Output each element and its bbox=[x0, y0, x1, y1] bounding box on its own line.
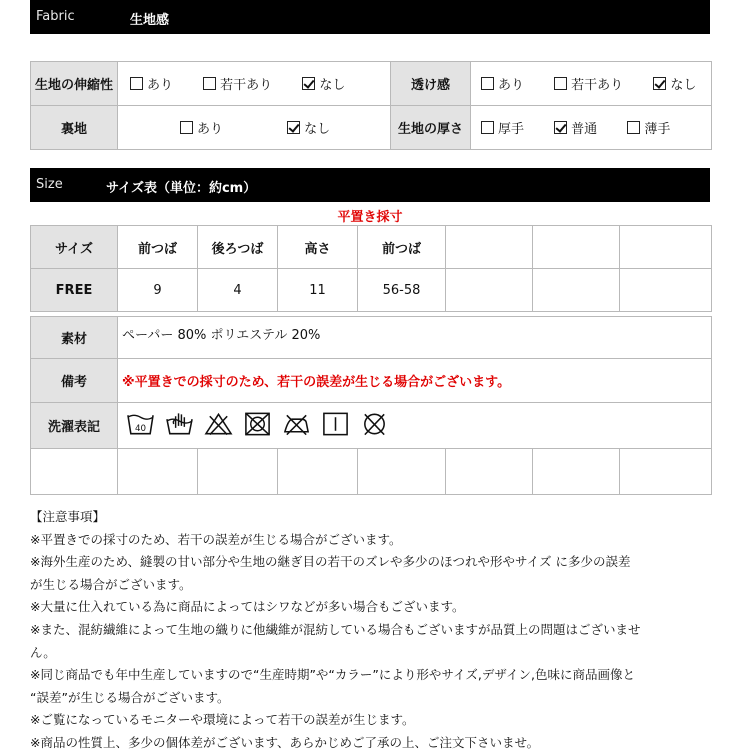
sheer-option-yes[interactable] bbox=[481, 74, 524, 93]
size-value: 4 bbox=[198, 269, 278, 312]
option-label: 厚手 bbox=[498, 121, 525, 137]
option-label: なし bbox=[670, 77, 697, 93]
remarks-label: 備考 bbox=[31, 359, 118, 403]
option-label: 薄手 bbox=[644, 121, 671, 137]
size-value: 56-58 bbox=[358, 269, 446, 312]
fabric-table bbox=[30, 61, 712, 150]
care-row bbox=[31, 403, 712, 449]
no-bleach-icon bbox=[204, 411, 233, 437]
empty-row bbox=[31, 449, 712, 495]
size-header-empty bbox=[446, 226, 533, 269]
empty-cell bbox=[446, 449, 533, 495]
size-value: 9 bbox=[118, 269, 198, 312]
size-row bbox=[31, 269, 712, 312]
empty-cell bbox=[620, 449, 712, 495]
wash-40-icon bbox=[126, 411, 155, 437]
stretch-option-none[interactable] bbox=[302, 74, 345, 93]
size-header-empty bbox=[533, 226, 620, 269]
empty-cell bbox=[118, 449, 198, 495]
checked-checkbox-icon bbox=[554, 121, 567, 134]
note-line: ※また、混紡繊維によって生地の織りに他繊維が混紡している場合もございますが品質上の問題はございませ bbox=[30, 621, 641, 637]
note-line: が生じる場合がございます。 bbox=[30, 576, 192, 592]
fabric-section-jp: 生地感 bbox=[130, 13, 170, 28]
hand-wash-icon bbox=[165, 411, 194, 437]
care-label: 洗濯表記 bbox=[31, 403, 118, 449]
empty-cell bbox=[278, 449, 358, 495]
size-header-row bbox=[31, 226, 712, 269]
note-line: ※ご覧になっているモニターや環境によって若干の誤差が生じます。 bbox=[30, 712, 415, 728]
size-header-empty bbox=[620, 226, 712, 269]
option-label: 普通 bbox=[571, 121, 598, 137]
size-header-back-brim: 後ろつば bbox=[198, 226, 278, 269]
material-value: ペーパー 80% ポリエステル 20% bbox=[118, 317, 712, 359]
stretch-option-slight[interactable] bbox=[203, 74, 272, 93]
no-iron-icon bbox=[282, 411, 311, 437]
sheer-option-none[interactable] bbox=[653, 74, 696, 93]
line-dry-icon bbox=[321, 411, 350, 437]
detail-table bbox=[30, 316, 712, 495]
no-dry-clean-icon bbox=[360, 411, 389, 437]
option-label: 若干あり bbox=[220, 77, 273, 93]
checkbox-icon bbox=[554, 77, 567, 90]
option-label: あり bbox=[498, 77, 525, 93]
checkbox-icon bbox=[203, 77, 216, 90]
size-section-jp: サイズ表（単位：約cm） bbox=[106, 181, 257, 196]
thickness-options bbox=[471, 106, 712, 150]
fabric-row-2 bbox=[31, 106, 712, 150]
note-line: ※平置きでの採寸のため、若干の誤差が生じる場合がございます。 bbox=[30, 531, 402, 547]
notes-section bbox=[30, 506, 720, 755]
thickness-option-thick[interactable] bbox=[481, 118, 524, 137]
thickness-option-thin[interactable] bbox=[627, 118, 670, 137]
thickness-option-normal[interactable] bbox=[554, 118, 597, 137]
sheer-options bbox=[471, 62, 712, 106]
lining-option-none[interactable] bbox=[287, 118, 330, 137]
fabric-row-1 bbox=[31, 62, 712, 106]
fabric-section-en: Fabric bbox=[36, 9, 75, 24]
size-section-header bbox=[30, 168, 710, 202]
option-label: なし bbox=[319, 77, 346, 93]
material-row bbox=[31, 317, 712, 359]
remarks-row bbox=[31, 359, 712, 403]
fabric-section-header bbox=[30, 0, 710, 34]
size-section-en: Size bbox=[36, 177, 63, 192]
lining-option-yes[interactable] bbox=[180, 118, 223, 137]
empty-cell bbox=[31, 449, 118, 495]
size-value: 11 bbox=[278, 269, 358, 312]
note-line: ※海外生産のため、縫製の甘い部分や生地の継ぎ目の若干のズレや多少のほつれや形やサイズ に多少の誤差 bbox=[30, 554, 631, 570]
checkbox-icon bbox=[627, 121, 640, 134]
size-header-height: 高さ bbox=[278, 226, 358, 269]
note-line: ※同じ商品でも年中生産していますので“生産時期”や“カラー”により形やサイズ,デザイン,色味に商品画像と bbox=[30, 667, 635, 683]
measure-note: 平置き採寸 bbox=[337, 210, 403, 225]
size-header-size: サイズ bbox=[31, 226, 118, 269]
size-value-empty bbox=[620, 269, 712, 312]
empty-cell bbox=[533, 449, 620, 495]
checked-checkbox-icon bbox=[302, 77, 315, 90]
notes-heading: 【注意事項】 bbox=[30, 509, 106, 524]
option-label: なし bbox=[304, 121, 331, 137]
material-label: 素材 bbox=[31, 317, 118, 359]
size-table bbox=[30, 225, 712, 312]
option-label: あり bbox=[147, 77, 174, 93]
size-header-front-brim: 前つば bbox=[118, 226, 198, 269]
size-value-empty bbox=[446, 269, 533, 312]
checkbox-icon bbox=[481, 77, 494, 90]
checked-checkbox-icon bbox=[653, 77, 666, 90]
svg-text:40: 40 bbox=[134, 423, 147, 434]
option-label: 若干あり bbox=[571, 77, 624, 93]
no-tumble-dry-icon bbox=[243, 411, 272, 437]
empty-cell bbox=[198, 449, 278, 495]
option-label: あり bbox=[197, 121, 224, 137]
lining-label: 裏地 bbox=[31, 106, 118, 150]
note-line: “誤差”が生じる場合がございます。 bbox=[30, 689, 230, 705]
stretch-label: 生地の伸縮性 bbox=[31, 62, 118, 106]
checked-checkbox-icon bbox=[287, 121, 300, 134]
checkbox-icon bbox=[180, 121, 193, 134]
stretch-option-yes[interactable] bbox=[130, 74, 173, 93]
note-line: ※大量に仕入れている為に商品によってはシワなどが多い場合もございます。 bbox=[30, 599, 465, 615]
lining-options bbox=[118, 106, 391, 150]
size-value-empty bbox=[533, 269, 620, 312]
stretch-options bbox=[118, 62, 391, 106]
thickness-label: 生地の厚さ bbox=[391, 106, 471, 150]
checkbox-icon bbox=[130, 77, 143, 90]
sheer-option-slight[interactable] bbox=[554, 74, 623, 93]
note-line: ん。 bbox=[30, 644, 56, 660]
care-symbols bbox=[118, 403, 712, 449]
sheer-label: 透け感 bbox=[391, 62, 471, 106]
size-header-front-brim-2: 前つば bbox=[358, 226, 446, 269]
remarks-value: ※平置きでの採寸のため、若干の誤差が生じる場合がございます。 bbox=[118, 359, 712, 403]
empty-cell bbox=[358, 449, 446, 495]
checkbox-icon bbox=[481, 121, 494, 134]
size-row-label: FREE bbox=[31, 269, 118, 312]
note-line: ※商品の性質上、多少の個体差がございます、あらかじめご了承の上、ご注文下さいませ。 bbox=[30, 734, 540, 750]
